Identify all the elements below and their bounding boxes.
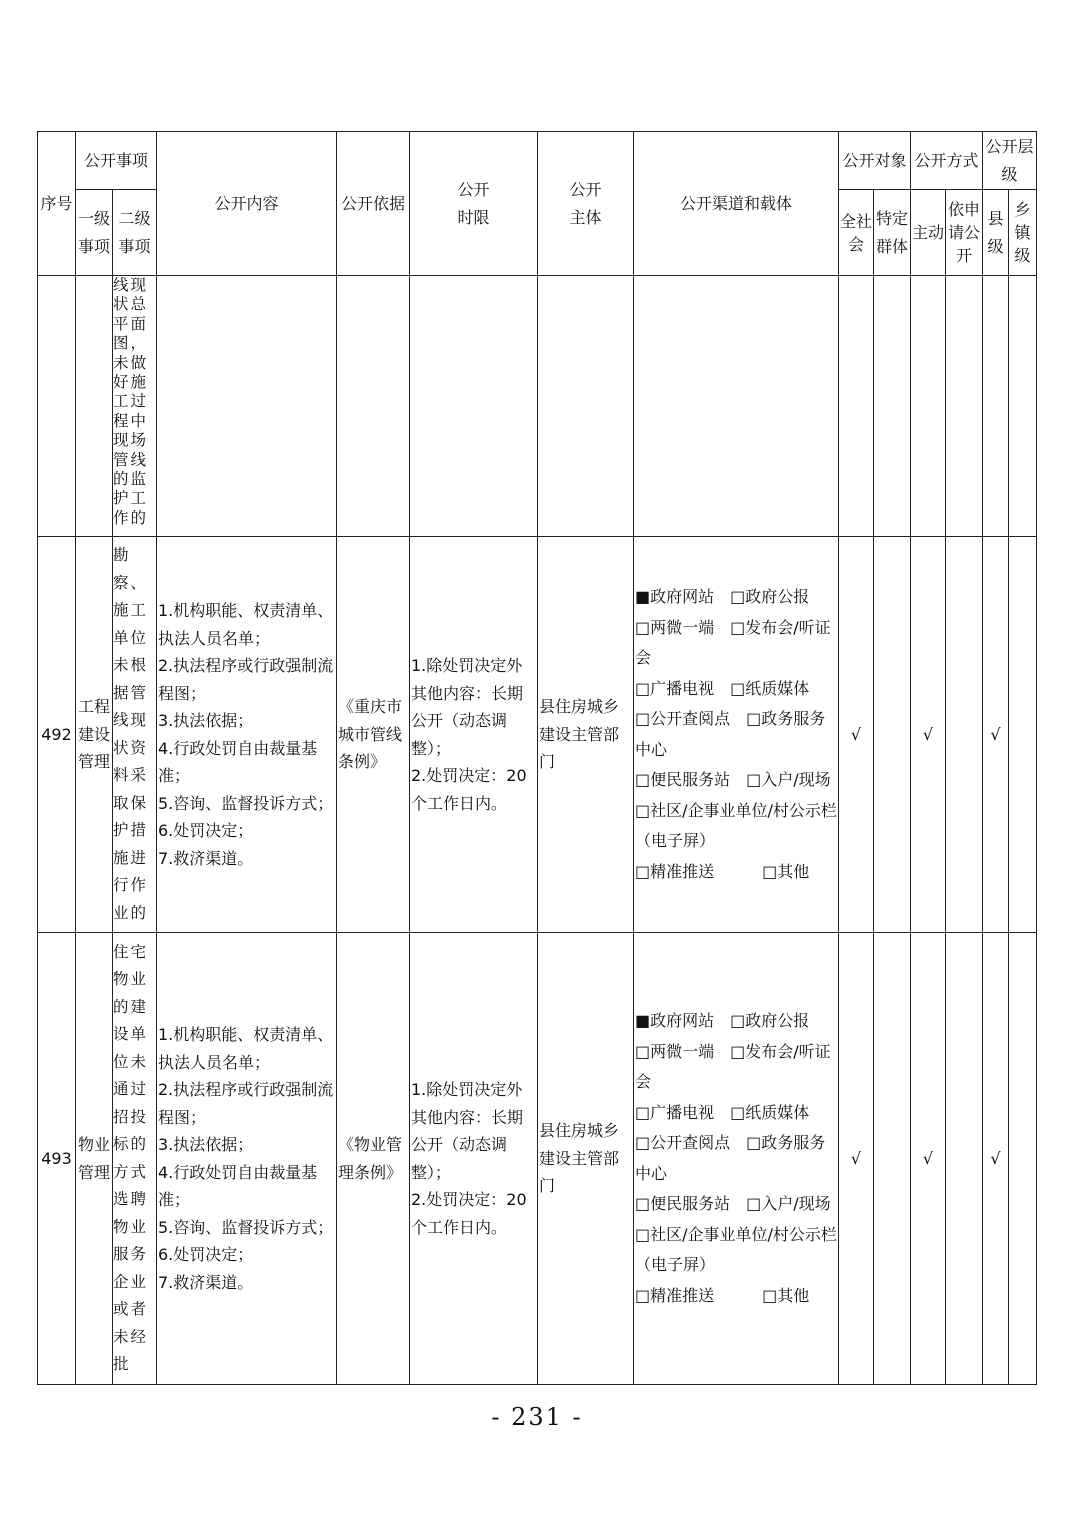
row-subject: 县住房城乡建设主管部门 [538, 933, 634, 1385]
table-row [38, 276, 1037, 537]
row-level-town [1009, 276, 1037, 537]
row-level1: 工程建设管理 [76, 537, 113, 933]
disclosure-table [37, 131, 1037, 1385]
row-basis: 《重庆市城市管线条例》 [337, 537, 410, 933]
row-time-limit: 1.除处罚决定外其他内容：长期公开（动态调整）； 2.处罚决定：20个工作日内。 [410, 933, 538, 1385]
header-content: 公开内容 [157, 132, 337, 276]
row-audience-all: √ [839, 537, 874, 933]
row-level-town [1009, 933, 1037, 1385]
header-level-county: 县级 [983, 190, 1009, 276]
row-subject: 县住房城乡建设主管部门 [538, 537, 634, 933]
row-basis [337, 276, 410, 537]
header-level: 公开层级 [983, 132, 1037, 190]
row-content: 1.机构职能、权责清单、执法人员名单； 2.执法程序或行政强制流程图； 3.执法依据； 4.行政处罚自由裁量基准； 5.咨询、监督投诉方式； 6.处罚决定； 7.救济渠道。 [157, 933, 337, 1385]
row-level-town [1009, 537, 1037, 933]
row-channels [634, 276, 839, 537]
row-subject [538, 276, 634, 537]
row-seq: 493 [38, 933, 76, 1385]
header-time-limit: 公开 时限 [410, 132, 538, 276]
table-row [38, 537, 1037, 933]
header-level1: 一级事项 [76, 190, 113, 276]
header-level-town: 乡镇级 [1009, 190, 1037, 276]
row-level-county [983, 276, 1009, 537]
header-seq: 序号 [38, 132, 76, 276]
row-method-apply [946, 276, 983, 537]
row-level1 [76, 276, 113, 537]
row-audience-all: √ [839, 933, 874, 1385]
row-method-active: √ [911, 537, 946, 933]
row-audience-specific [874, 933, 911, 1385]
row-audience-specific [874, 537, 911, 933]
row-audience-specific [874, 276, 911, 537]
header-basis: 公开依据 [337, 132, 410, 276]
row-channels: ■政府网站 □政府公报 □两微一端 □发布会/听证会 □广播电视 □纸质媒体 □公开查阅点 □政务服务中心 □便民服务站 □入户/现场 □社区/企事业单位/村公示栏（电子屏） □精准推送 □其他 [634, 537, 839, 933]
header-audience-all: 全社会 [839, 190, 874, 276]
row-seq [38, 276, 76, 537]
row-level1: 物业管理 [76, 933, 113, 1385]
row-method-active: √ [911, 933, 946, 1385]
header-items: 公开事项 [76, 132, 157, 190]
row-method-apply [946, 537, 983, 933]
row-content: 1.机构职能、权责清单、执法人员名单； 2.执法程序或行政强制流程图； 3.执法依据； 4.行政处罚自由裁量基准； 5.咨询、监督投诉方式； 6.处罚决定； 7.救济渠道。 [157, 537, 337, 933]
row-time-limit [410, 276, 538, 537]
row-level2: 勘察、施工单位未根据管线现状资料采取保护措施进行作业的 [113, 537, 157, 933]
row-method-apply [946, 933, 983, 1385]
header-audience-specific: 特定群体 [874, 190, 911, 276]
header-level2: 二级事项 [113, 190, 157, 276]
row-level2: 住宅物业的建设单位未通过招投标的方式选聘物业服务企业或者未经批 [113, 933, 157, 1385]
table-row [38, 933, 1037, 1385]
header-audience: 公开对象 [839, 132, 911, 190]
row-method-active [911, 276, 946, 537]
row-level-county: √ [983, 537, 1009, 933]
row-audience-all [839, 276, 874, 537]
row-channels: ■政府网站 □政府公报 □两微一端 □发布会/听证会 □广播电视 □纸质媒体 □公开查阅点 □政务服务中心 □便民服务站 □入户/现场 □社区/企事业单位/村公示栏（电子屏） □精准推送 □其他 [634, 933, 839, 1385]
row-level-county: √ [983, 933, 1009, 1385]
row-seq: 492 [38, 537, 76, 933]
header-method-apply: 依申请公开 [946, 190, 983, 276]
row-content [157, 276, 337, 537]
header-channels: 公开渠道和载体 [634, 132, 839, 276]
row-basis: 《物业管理条例》 [337, 933, 410, 1385]
header-method-active: 主动 [911, 190, 946, 276]
row-level2: 线现状总平面图，未做好施工过程中现场管线的监护工作的 [113, 276, 157, 537]
header-method: 公开方式 [911, 132, 983, 190]
header-subject: 公开 主体 [538, 132, 634, 276]
row-time-limit: 1.除处罚决定外其他内容：长期公开（动态调整）； 2.处罚决定：20个工作日内。 [410, 537, 538, 933]
page-number: - 231 - [491, 1403, 583, 1431]
